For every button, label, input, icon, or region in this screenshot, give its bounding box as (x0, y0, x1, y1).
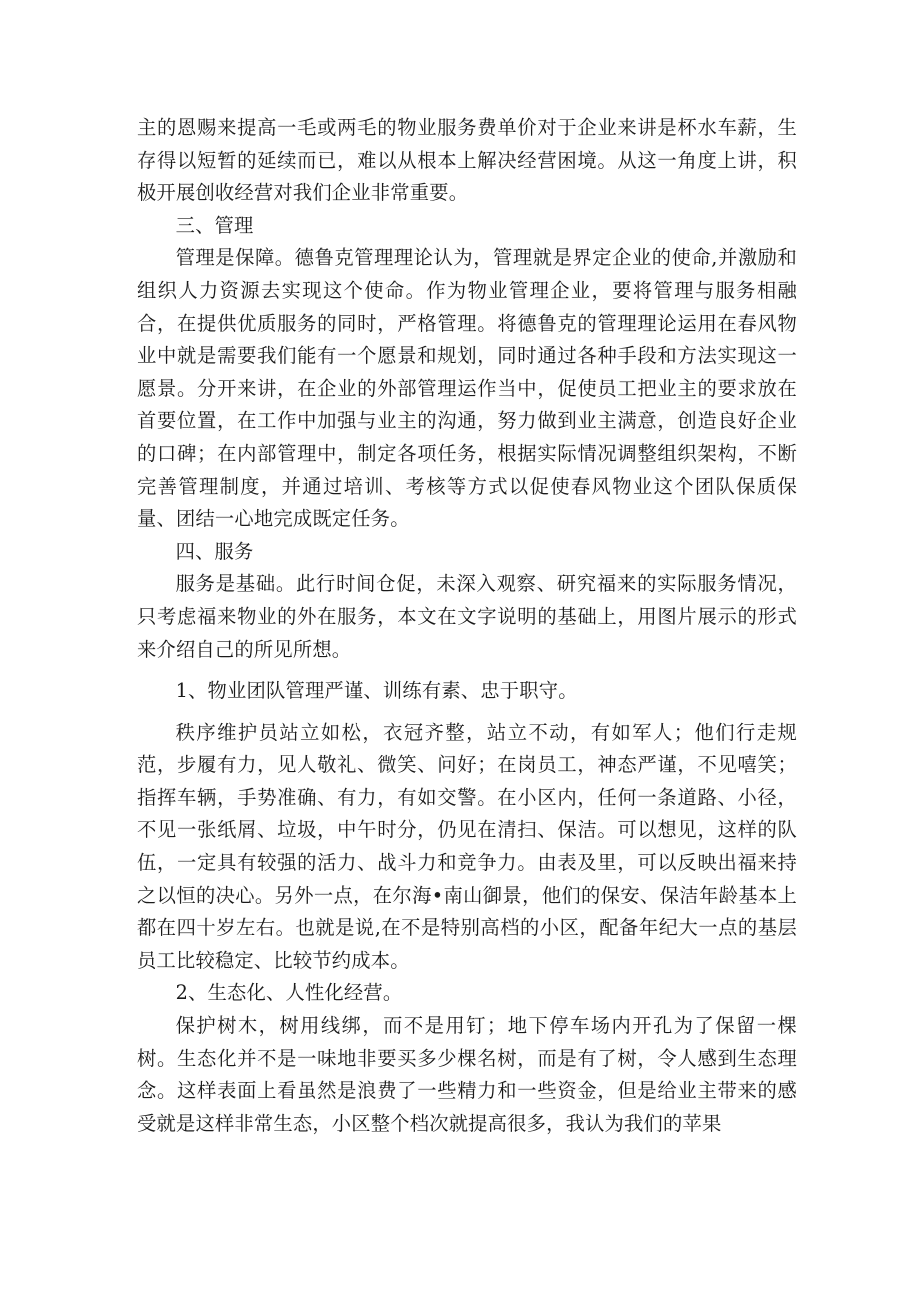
paragraph-team-management: 秩序维护员站立如松，衣冠齐整，站立不动，有如军人；他们行走规范，步履有力，见人敬礼、微笑、问好；在岗员工，神态严谨，不见嘻笑；指挥车辆，手势准确、有力，有如交警。在小区内，任何一条道路、小径，不见一张纸屑、垃圾，中午时分，仍见在清扫、保洁。可以想见，这样的队伍，一定具有较强的活力、战斗力和竞争力。由表及里，可以反映出福来持之以恒的决心。另外一点，在尔海•南山御景，他们的保安、保洁年龄基本上都在四十岁左右。也就是说,在不是特别高档的小区，配备年纪大一点的基层员工比较稳定、比较节约成本。 (137, 720, 797, 972)
section-heading-management: 三、管理 (175, 213, 254, 237)
paragraph-management: 管理是保障。德鲁克管理理论认为，管理就是界定企业的使命,并激励和组织人力资源去实现这个使命。作为物业管理企业，要将管理与服务相融合，在提供优质服务的同时，严格管理。将德鲁克的管理理论运用在春风物业中就是需要我们能有一个愿景和规划，同时通过各种手段和方法实现这一愿景。分开来讲，在企业的外部管理运作当中，促使员工把业主的要求放在首要位置，在工作中加强与业主的沟通，努力做到业主满意，创造良好企业的口碑；在内部管理中，制定各项任务，根据实际情况调整组织架构，不断完善管理制度，并通过培训、考核等方式以促使春风物业这个团队保质保量、团结一心地完成既定任务。 (137, 246, 797, 531)
subheading-eco-operation: 2、生态化、人性化经营。 (175, 981, 403, 1005)
subheading-team-management: 1、物业团队管理严谨、训练有素、忠于职守。 (175, 679, 578, 703)
paragraph-service: 服务是基础。此行时间仓促，未深入观察、研究福来的实际服务情况，只考虑福来物业的外在服务，本文在文字说明的基础上，用图片展示的形式来介绍自己的所见所想。 (137, 572, 797, 661)
document-body (137, 112, 797, 1140)
paragraph-continued: 主的恩赐来提高一毛或两毛的物业服务费单价对于企业来讲是杯水车薪，生存得以短暂的延续而已，难以从根本上解决经营困境。从这一角度上讲，积极开展创收经营对我们企业非常重要。 (137, 116, 797, 205)
paragraph-eco-operation: 保护树木，树用线绑，而不是用钉；地下停车场内开孔为了保留一棵树。生态化并不是一味地非要买多少棵名树，而是有了树，令人感到生态理念。这样表面上看虽然是浪费了一些精力和一些资金，但是给业主带来的感受就是这样非常生态，小区整个档次就提高很多，我认为我们的苹果 (137, 1014, 797, 1135)
section-heading-service: 四、服务 (175, 539, 254, 563)
